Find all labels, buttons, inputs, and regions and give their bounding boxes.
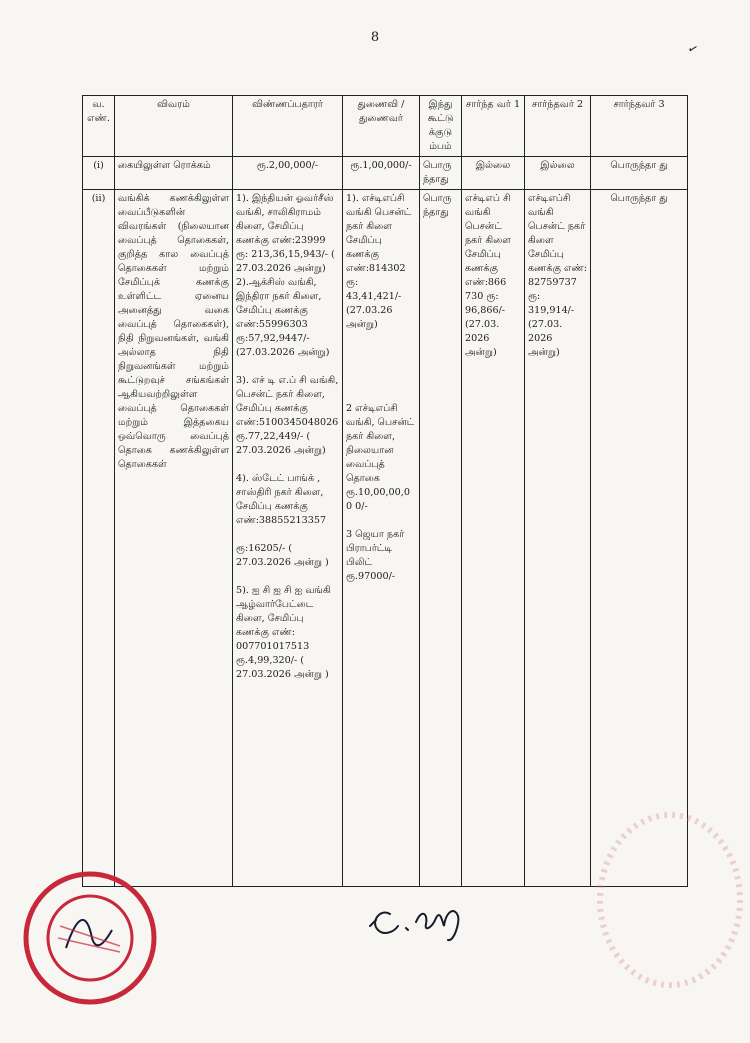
cell-huf: பொரு ந்தாது <box>420 190 462 887</box>
cell-spouse: ரூ.1,00,000/- <box>343 157 420 190</box>
applicant-balance-1: ரூ: 213,36,15,943/- ( 27.03.2026 அன்று) <box>236 249 335 274</box>
applicant-account-1: 1). இந்தியன் ஓவர்சீஸ் வங்கி, சாலிகிராமம் கிளை, சேமிப்பு கணக்கு எண்:23999 <box>236 193 334 246</box>
header-dependent-2: சார்ந்தவர் 2 <box>525 96 591 157</box>
corner-mark: ✓ <box>685 40 701 58</box>
header-dependent-3: சார்ந்தவர் 3 <box>591 96 688 157</box>
header-details: விவரம் <box>115 96 233 157</box>
header-sno: வ. எண். <box>83 96 115 157</box>
page-number: 8 <box>370 30 380 45</box>
cell-details: கையிலுள்ள ரொக்கம் <box>115 157 233 190</box>
cell-applicant <box>233 190 343 887</box>
applicant-account-3: 3). எச் டி எ.ப் சி வங்கி, பெசன்ட் நகர் கிளை, சேமிப்பு கணக்கு எண்:5100345048026 <box>236 375 339 428</box>
cell-sno: (ii) <box>83 190 115 887</box>
row-cash <box>83 157 688 190</box>
spouse-account-3: 3 ஜெயா நகர் பிராபர்ட்டி பிலிட் <box>346 529 405 568</box>
header-spouse: துணைவி / துணைவர் <box>343 96 420 157</box>
notary-seal <box>20 868 160 1008</box>
header-applicant: விண்ணப்பதாரர் <box>233 96 343 157</box>
faded-bank-stamp <box>575 805 745 995</box>
cell-dependent-3: பொருந்தா து <box>591 157 688 190</box>
signature <box>362 892 512 952</box>
cell-details: வங்கிக் கணக்கிலுள்ள வைப்பீடுகளின் விவரங்கள் (நிலையான வைப்புத் தொகைகள், குறித்த கால வைப்புத் தொகைகள் மற்றும் சேமிப்புக் கணக்கு உள்ளிட்ட ஏனைய அனைத்து வகை வைப்புத் தொகைகள்), நிதி நிறுவனங்கள், வங்கி அல்லாத நிதி நிறுவனங்கள் மற்றும் கூட்டுறவுச் சங்கங்கள் ஆகியவற்றிலுள்ள வைப்புத் தொகைகள் மற்றும் இத்தகைய ஒவ்வொரு வைப்புத் தொகை கணக்கிலுள்ள தொகைகள் <box>115 190 233 887</box>
cell-applicant: ரூ.2,00,000/- <box>233 157 343 190</box>
spouse-balance-3: ரூ.97000/- <box>346 571 396 582</box>
cell-dependent-2: எச்டிஎப்சி வங்கி பெசன்ட் நகர் கிளை சேமிப்பு கணக்கு எண்: 82759737 ரூ: 319,914/- (27.03. 2026 அன்று) <box>525 190 591 887</box>
cell-dependent-2: இல்லை <box>525 157 591 190</box>
cell-huf: பொரு ந்தாது <box>420 157 462 190</box>
cell-spouse <box>343 190 420 887</box>
spouse-account-1: 1). எச்டிஎப்சி வங்கி பெசன்ட் நகர் கிளை சேமிப்பு கணக்கு எண்:814302 ரூ: 43,41,421/- (27.03.26 அன்று) <box>346 193 412 330</box>
applicant-account-5: 5). ஐ சி ஐ சி ஐ வங்கி ஆழ்வார்பேட்டை கிளை, சேமிப்பு கணக்கு எண்: 007701017513 <box>236 585 331 652</box>
row-bank-deposits <box>83 190 688 887</box>
spouse-account-2: 2 எச்டிஎப்சி வங்கி, பெசன்ட் நகர் கிளை, நிலையான வைப்புத் தொகை ரூ.10,00,00,00 0/- <box>346 403 415 512</box>
header-row <box>83 96 688 157</box>
header-dependent-1: சார்ந்த வர் 1 <box>462 96 525 157</box>
applicant-account-2: 2).ஆக்சிஸ் வங்கி, இந்திரா நகர் கிளை, சேமிப்பு கணக்கு எண்:55996303 <box>236 277 322 330</box>
cell-dependent-1: இல்லை <box>462 157 525 190</box>
cell-dependent-3: பொருந்தா து <box>591 190 688 887</box>
applicant-balance-3: ரூ.77,22,449/- ( 27.03.2026 அன்று) <box>236 431 326 456</box>
applicant-account-4: 4). ஸ்டேட் பாங்க் , சாஸ்திரி நகர் கிளை, சேமிப்பு கணக்கு எண்:38855213357 <box>236 473 327 526</box>
asset-table <box>82 95 688 887</box>
applicant-balance-5: ரூ.4,99,320/- ( 27.03.2026 அன்று ) <box>236 655 329 680</box>
cell-dependent-1: எச்டிஎப் சி வங்கி பெசன்ட் நகர் கிளை சேமிப்பு கணக்கு எண்:866 730 ரூ: 96,866/- (27.03. 2026 அன்று) <box>462 190 525 887</box>
header-huf: இந்து கூட்டு க்குடு ம்பம் <box>420 96 462 157</box>
cell-sno: (i) <box>83 157 115 190</box>
applicant-balance-2: ரூ:57,92,9447/- (27.03.2026 அன்று) <box>236 333 330 358</box>
applicant-balance-4: ரூ:16205/- ( 27.03.2026 அன்று ) <box>236 543 329 568</box>
